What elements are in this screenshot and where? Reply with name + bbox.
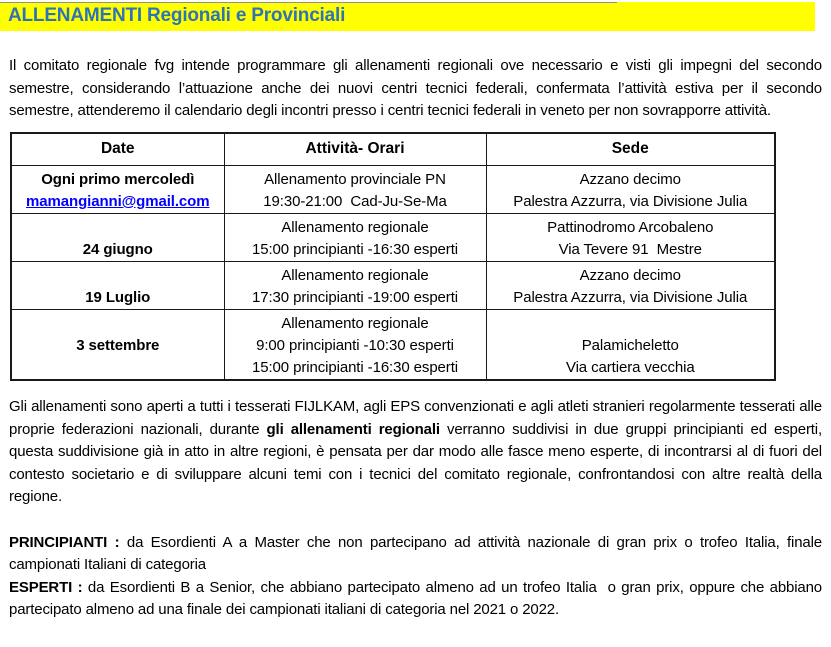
venue-line: Azzano decimo — [579, 171, 681, 188]
date-cell — [11, 214, 224, 262]
principianti-paragraph — [9, 532, 827, 577]
page-title: ALLENAMENTI Regionali e Provinciali — [0, 2, 815, 31]
activity-line: Allenamento provinciale PN — [264, 171, 446, 188]
activity-line: 9:00 principianti -10:30 esperti — [256, 337, 454, 354]
paragraph-bold-run: gli allenamenti regionali — [266, 420, 440, 438]
activity-line: Allenamento regionale — [281, 315, 429, 332]
venue-line: Palestra Azzurra, via Divisione Julia — [513, 289, 748, 306]
paragraph-text: Gli allenamenti sono aperti a tutti i tesserati FIJLKAM, agli EPS convenzionati e agli atleti stranieri regolarmente tesserati alle proprie federazioni nazionali, durante — [9, 398, 827, 438]
date-cell — [11, 166, 224, 214]
venue-line: Via Tevere 91 Mestre — [558, 241, 702, 258]
activity-line: Allenamento regionale — [281, 267, 429, 284]
activity-cell — [224, 166, 486, 214]
date-cell — [11, 262, 224, 310]
table-row — [11, 166, 775, 214]
table-row — [11, 262, 775, 310]
venue-line — [489, 313, 773, 335]
email-link[interactable]: mamangianni@gmail.com — [26, 193, 210, 210]
activity-line: Allenamento regionale — [281, 219, 429, 236]
table-header-row — [11, 133, 775, 166]
venue-line: Palamicheletto — [581, 337, 679, 354]
principianti-text: da Esordienti A a Master che non partecipano ad attività nazionale di gran prix o trofeo Italia, finale campionati Italiani di categoria — [9, 533, 827, 573]
activity-cell — [224, 214, 486, 262]
venue-line: Via cartiera vecchia — [565, 359, 695, 376]
venue-line: Azzano decimo — [579, 267, 681, 284]
date-text — [14, 217, 222, 239]
date-text: 3 settembre — [76, 337, 160, 354]
esperti-text: da Esordienti B a Senior, che abbiano partecipato almeno ad un trofeo Italia o gran prix, oppure che abbiano partecipato almeno ad una finale dei campionati italiani di categoria nel 2021 o 2022. — [9, 578, 827, 618]
activity-line: 19:30-21:00 Cad-Ju-Se-Ma — [263, 193, 447, 210]
activity-line: 17:30 principianti -19:00 esperti — [252, 289, 458, 306]
table-row — [11, 214, 775, 262]
esperti-label: ESPERTI : — [9, 578, 83, 596]
date-text — [14, 313, 222, 335]
activity-line: 15:00 principianti -16:30 esperti — [252, 241, 458, 258]
venue-cell — [486, 262, 775, 310]
open-training-paragraph — [9, 396, 827, 509]
venue-line: Palestra Azzurra, via Divisione Julia — [513, 193, 748, 210]
venue-cell — [486, 214, 775, 262]
schedule-table — [10, 132, 776, 382]
page-top-border — [0, 2, 617, 3]
venue-cell — [486, 310, 775, 381]
date-text: 24 giugno — [82, 241, 153, 258]
date-text — [14, 265, 222, 287]
principianti-label: PRINCIPIANTI : — [9, 533, 120, 551]
activity-cell — [224, 310, 486, 381]
activity-line: 15:00 principianti -16:30 esperti — [252, 359, 458, 376]
col-header-activity: Attività- Orari — [224, 133, 486, 166]
document-page — [0, 2, 831, 647]
col-header-venue: Sede — [486, 133, 775, 166]
venue-cell — [486, 166, 775, 214]
date-text: 19 Luglio — [85, 289, 151, 306]
intro-paragraph: Il comitato regionale fvg intende programmare gli allenamenti regionali ove necessario e visti gli impegni del secondo semestre, considerando l’attuazione anche dei nuovi centri tecnici federali, confermata l’attività estiva per il secondo semestre, attenderemo il calendario degli incontri presso i centri tecnici federali in veneto per non sovrapporre attività. — [9, 57, 827, 119]
date-cell — [11, 310, 224, 381]
esperti-paragraph — [9, 577, 827, 622]
date-text: Ogni primo mercoledì — [41, 171, 195, 188]
col-header-date: Date — [11, 133, 224, 166]
venue-line: Pattinodromo Arcobaleno — [547, 219, 714, 236]
paragraph-text: verranno suddivisi in due gruppi principianti ed esperti, questa suddivisione già in atto in altre regioni, è pensata per dar modo alle fasce meno esperte, di incontrarsi al di fuori del contesto societario e di sviluppare alcuni temi con i tecnici del comitato regionale, confrontandosi con altre realtà della regione. — [9, 420, 827, 505]
activity-cell — [224, 262, 486, 310]
definitions-block — [0, 532, 831, 622]
table-row — [11, 310, 775, 381]
